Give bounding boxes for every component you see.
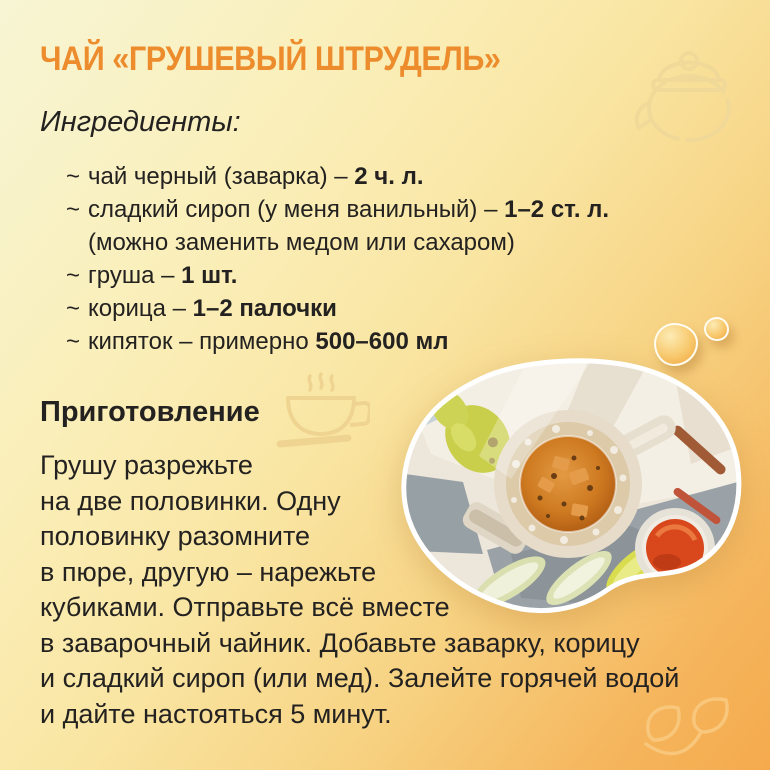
ingredient-name: чай черный (заварка) –: [88, 163, 355, 190]
preparation-line: и дайте настояться 5 минут.: [40, 698, 392, 729]
ingredient-text: [88, 259, 237, 292]
tilde-bullet: ~: [66, 262, 81, 289]
ingredient-item: [66, 292, 666, 325]
preparation-line: половинку разомните: [40, 521, 311, 551]
preparation-line: в заварочный чайник. Добавьте заварку, корицу: [40, 627, 640, 658]
ingredient-item: [66, 259, 666, 292]
ingredient-name: корица –: [88, 295, 193, 322]
ingredient-amount: 1 шт.: [181, 262, 238, 289]
ingredient-item: [66, 193, 666, 259]
ingredient-item: [66, 160, 666, 193]
ingredient-amount: 500–600 мл: [315, 328, 449, 355]
ingredient-name: груша –: [88, 262, 182, 289]
tilde-bullet: ~: [66, 196, 81, 223]
ingredient-amount: 1–2 ст. л.: [504, 196, 610, 223]
preparation-line: кубиками. Отправьте всё вместе: [40, 592, 450, 622]
ingredient-text: [88, 160, 423, 193]
tilde-bullet: ~: [66, 295, 81, 322]
ingredient-name: сладкий сироп (у меня ванильный) –: [88, 196, 505, 223]
ingredient-text: [88, 325, 448, 358]
ingredient-text: [88, 292, 337, 325]
preparation-line: Грушу разрежьте: [40, 450, 253, 480]
recipe-title: ЧАЙ «ГРУШЕВЫЙ ШТРУДЕЛЬ»: [40, 40, 501, 78]
ingredient-amount: 2 ч. л.: [354, 163, 424, 190]
ingredient-name: кипяток – примерно: [88, 328, 316, 355]
tilde-bullet: ~: [66, 328, 81, 355]
decor-blob-small: [704, 317, 729, 341]
ingredients-heading: Ингредиенты:: [40, 106, 241, 138]
preparation-line: в пюре, другую – нарежьте: [40, 556, 377, 587]
ingredient-amount: 1–2 палочки: [192, 295, 337, 322]
ingredient-text: [88, 193, 609, 259]
ingredient-note: (можно заменить медом или сахаром): [88, 229, 515, 256]
ingredient-item: [66, 325, 666, 358]
teapot-icon: [633, 38, 735, 144]
preparation-line: и сладкий сироп (или мед). Залейте горячей водой: [40, 663, 680, 693]
preparation-line: на две половинки. Одну: [40, 485, 341, 516]
tilde-bullet: ~: [66, 163, 81, 190]
ingredients-list: [66, 160, 666, 358]
preparation-text: [40, 448, 740, 732]
cup-icon: [272, 372, 370, 452]
preparation-heading: Приготовление: [40, 396, 260, 428]
